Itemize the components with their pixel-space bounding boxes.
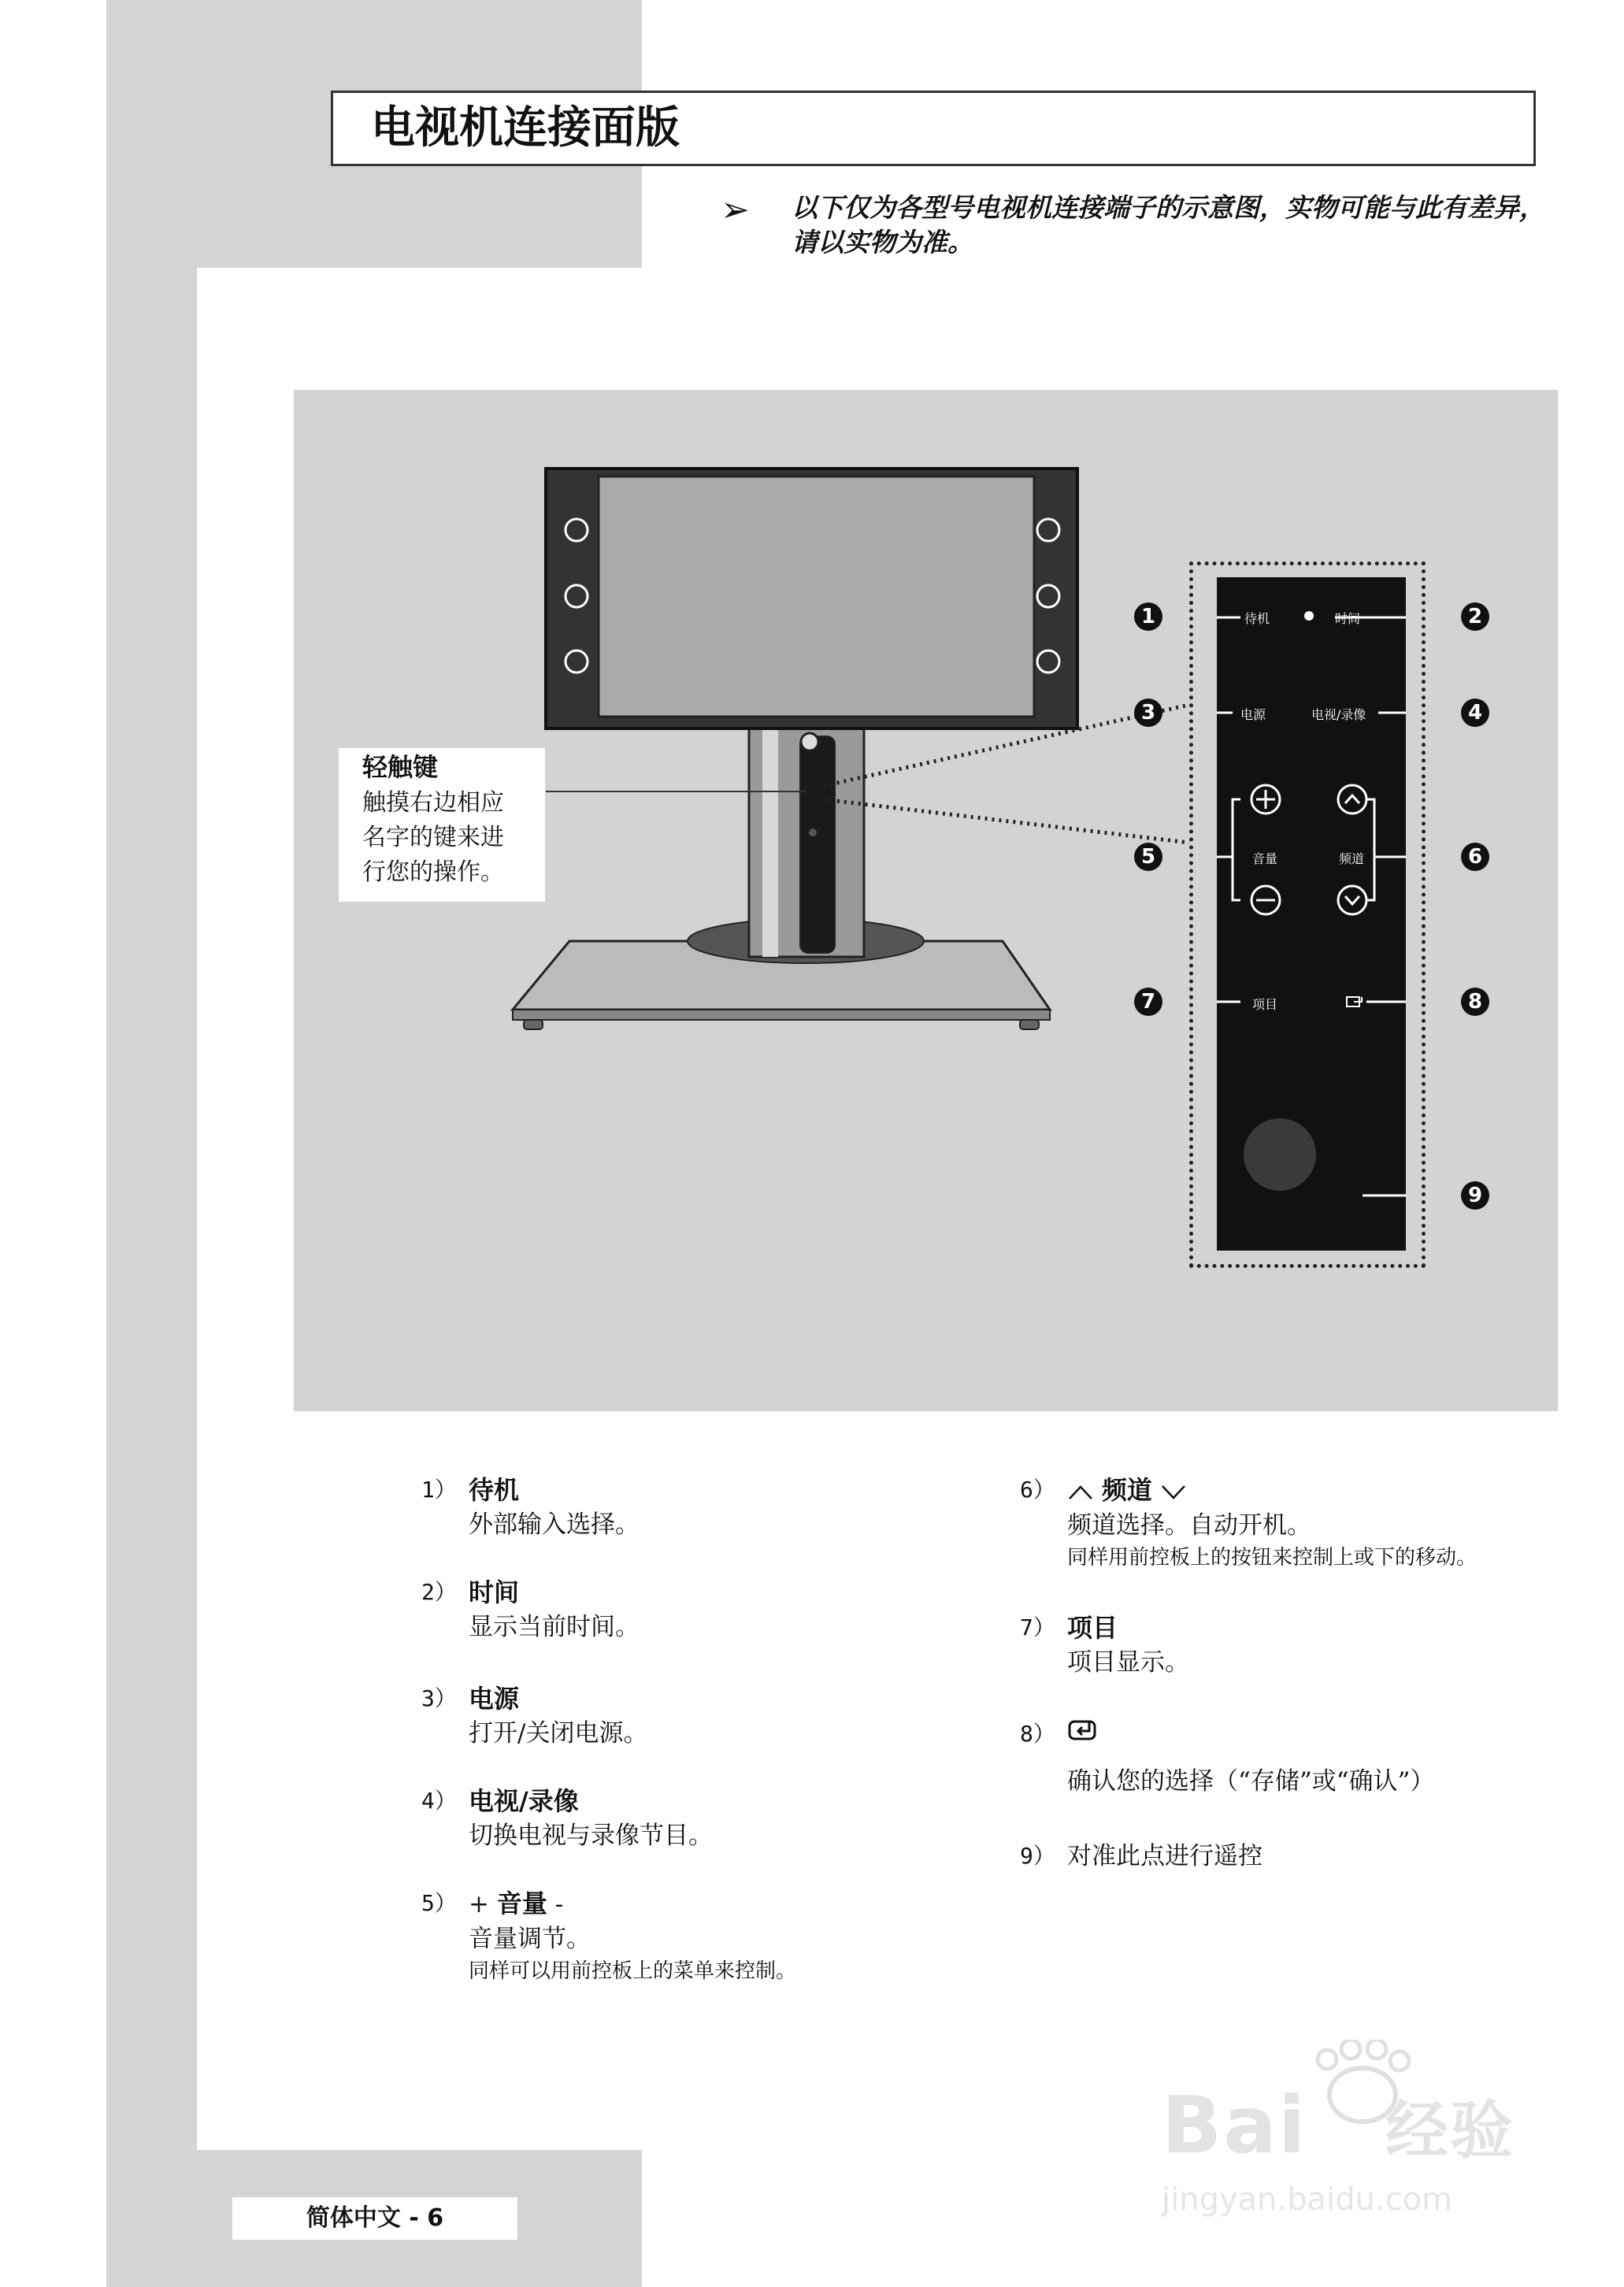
item-title: 电视/录像 <box>469 1786 579 1816</box>
item-title: 音量 <box>496 1889 547 1918</box>
item-number: 6） <box>1020 1477 1055 1503</box>
item-number: 1） <box>421 1477 457 1503</box>
callout-title: 轻触键 <box>362 752 439 782</box>
page-title: 电视机连接面版 <box>331 91 1536 166</box>
panel-graphics <box>1217 577 1406 1251</box>
list-item <box>421 1681 973 1751</box>
volume-key[interactable]: 音量 <box>1252 851 1278 866</box>
list-item <box>421 1575 973 1644</box>
badge-3: 3 <box>1134 699 1162 727</box>
baidu-watermark <box>1154 2040 1563 2221</box>
badge-4: 4 <box>1461 699 1489 727</box>
item-number: 4） <box>421 1788 457 1814</box>
item-desc: 确认您的选择（“存储”或“确认”） <box>1067 1767 1435 1796</box>
channel-down-icon <box>1160 1483 1187 1502</box>
item-number: 9） <box>1020 1843 1055 1869</box>
standby-key[interactable]: 待机 <box>1244 611 1270 626</box>
power-key[interactable]: 电源 <box>1240 707 1266 722</box>
badge-9: 9 <box>1461 1181 1489 1210</box>
background-gray-left <box>106 268 197 2150</box>
list-item <box>1020 1611 1587 1680</box>
list-item <box>421 1886 973 1986</box>
tv-video-key[interactable]: 电视/录像 <box>1311 707 1366 722</box>
key-list-left <box>421 1473 973 2024</box>
page-number-label: 简体中文 - 6 <box>232 2197 517 2240</box>
plus-sign: + <box>469 1890 497 1918</box>
item-number: 8） <box>1020 1721 1055 1747</box>
badge-1: 1 <box>1134 602 1162 631</box>
item-note: 同样用前控板上的按钮来控制上或下的移动。 <box>1067 1546 1478 1570</box>
badge-6: 6 <box>1461 843 1489 871</box>
item-number: 5） <box>421 1890 457 1916</box>
enter-icon <box>1067 1717 1102 1744</box>
item-title: 待机 <box>469 1475 520 1505</box>
item-number: 3） <box>421 1685 457 1711</box>
item-number: 2） <box>421 1579 457 1605</box>
item-desc: 频道选择。自动开机。 <box>1067 1511 1311 1540</box>
watermark-url: jingyan.baidu.com <box>1162 2181 1453 2218</box>
list-item <box>1020 1717 1587 1799</box>
watermark-brand-cn: 经验 <box>1385 2094 1515 2167</box>
channel-up-icon <box>1067 1483 1094 1502</box>
arrow-icon: ➢ <box>721 190 750 230</box>
item-desc: 外部输入选择。 <box>469 1510 640 1539</box>
item-desc: 切换电视与录像节目。 <box>469 1822 713 1850</box>
badge-2: 2 <box>1461 602 1489 631</box>
item-desc: 项目显示。 <box>1067 1648 1189 1677</box>
callout-line: 名字的键来进 <box>362 824 504 851</box>
item-desc: 显示当前时间。 <box>469 1613 640 1641</box>
callout-line: 触摸右边相应 <box>362 789 504 817</box>
item-title: 频道 <box>1101 1475 1152 1505</box>
item-desc: 音量调节。 <box>469 1925 591 1953</box>
callout-line: 行您的操作。 <box>362 858 504 886</box>
item-desc: 对准此点进行遥控 <box>1067 1842 1262 1870</box>
item-title: 电源 <box>469 1684 520 1714</box>
badge-8: 8 <box>1461 988 1489 1016</box>
channel-key[interactable]: 频道 <box>1339 851 1365 866</box>
list-item <box>421 1784 973 1853</box>
item-title: 时间 <box>469 1577 520 1607</box>
key-list-right <box>1020 1473 1587 1914</box>
item-desc: 打开/关闭电源。 <box>469 1719 648 1748</box>
minus-sign: - <box>547 1890 564 1918</box>
touch-keys-callout <box>339 748 545 902</box>
control-panel <box>1217 577 1406 1251</box>
badge-7: 7 <box>1134 988 1162 1016</box>
item-note: 同样可以用前控板上的菜单来控制。 <box>469 1959 797 1983</box>
menu-key[interactable]: 项目 <box>1252 997 1278 1012</box>
item-number: 7） <box>1020 1614 1055 1640</box>
list-item <box>421 1473 973 1542</box>
note-text: 以下仅为各型号电视机连接端子的示意图，实物可能与此有差异，请以实物为准。 <box>792 192 1545 258</box>
list-item <box>1020 1473 1587 1573</box>
list-item <box>1020 1839 1587 1874</box>
item-title: 项目 <box>1067 1613 1118 1643</box>
watermark-brand: Bai <box>1162 2079 1307 2171</box>
time-key[interactable]: 时间 <box>1335 611 1361 626</box>
badge-5: 5 <box>1134 843 1162 871</box>
